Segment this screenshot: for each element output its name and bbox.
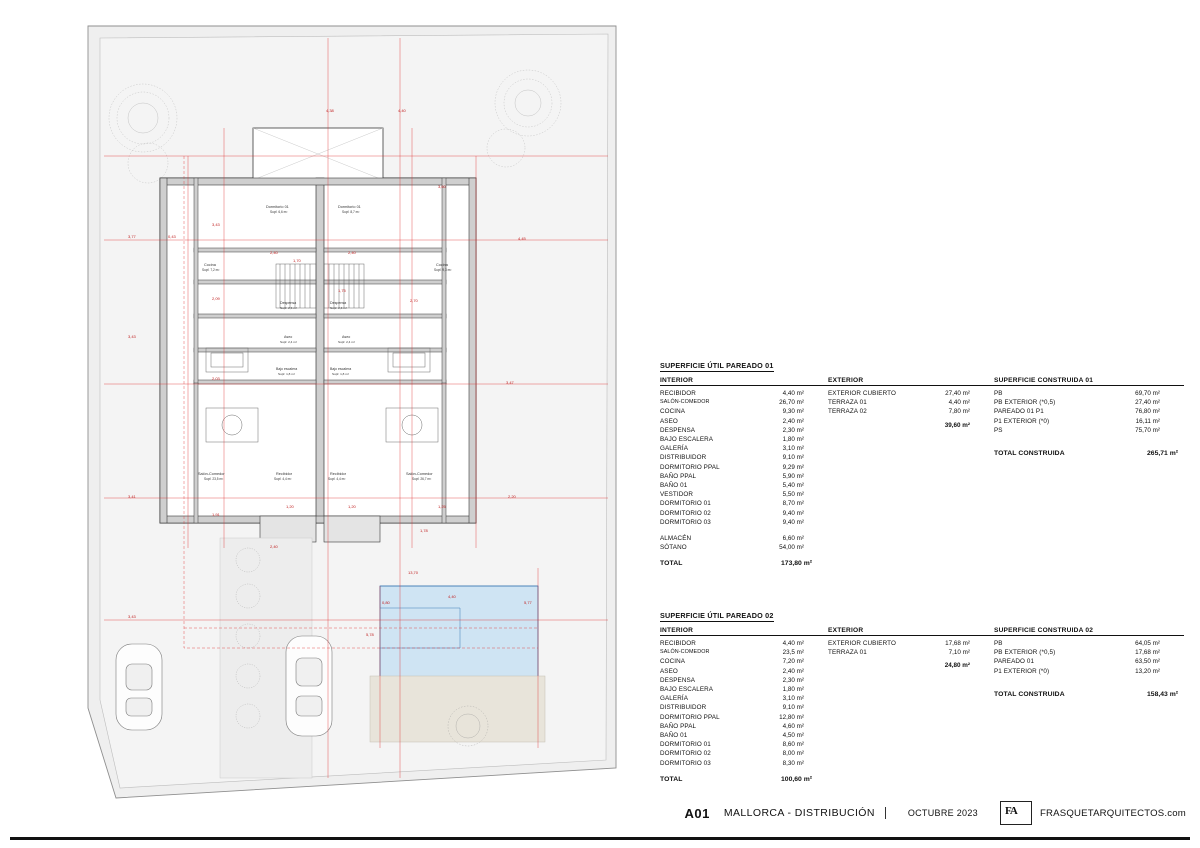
schedule-row: SALÓN-COMEDOR 23,5 m²	[660, 649, 804, 657]
bottom-rule	[10, 837, 1190, 840]
svg-text:Bajo escalera: Bajo escalera	[276, 367, 298, 371]
svg-text:Salón-Comedor: Salón-Comedor	[406, 472, 433, 476]
svg-text:Despensa: Despensa	[330, 301, 347, 305]
svg-text:Supf. 2,4 m²: Supf. 2,4 m²	[280, 340, 297, 344]
schedule-row: ASEO 2,40 m²	[660, 667, 804, 675]
svg-text:1,91: 1,91	[212, 512, 220, 517]
svg-text:Supf. 4,4 m²: Supf. 4,4 m²	[328, 477, 346, 481]
svg-text:5,78: 5,78	[366, 632, 374, 637]
schedule-row: EXTERIOR CUBIERTO 27,40 m²	[828, 390, 970, 397]
schedule-row: DESPENSA 2,30 m²	[660, 426, 804, 434]
sheet-drawing-name: MALLORCA - DISTRIBUCIÓN	[724, 807, 886, 819]
schedule-row: BAJO ESCALERA 1,80 m²	[660, 436, 804, 444]
sheet-date: OCTUBRE 2023	[907, 808, 978, 818]
schedule-row: DORMITORIO PPAL 9,29 m²	[660, 463, 804, 471]
schedule-row: DORMITORIO 02 9,40 m²	[660, 509, 804, 517]
svg-text:2,40: 2,40	[270, 544, 278, 549]
schedule-row: BAJO ESCALERA 1,80 m²	[660, 686, 804, 694]
svg-text:3,47: 3,47	[506, 380, 514, 385]
svg-text:4,38: 4,38	[326, 108, 334, 113]
svg-text:2,70: 2,70	[410, 298, 418, 303]
schedule-title-01: SUPERFICIE ÚTIL PAREADO 01	[660, 361, 774, 370]
schedule-02-interior	[660, 627, 828, 784]
swimming-pool	[380, 586, 538, 680]
schedule-row: PB EXTERIOR (*0,5) 17,68 m²	[994, 649, 1160, 657]
schedule-row: P1 EXTERIOR (*0) 13,20 m²	[994, 667, 1160, 675]
svg-text:Cocina: Cocina	[204, 263, 216, 267]
schedule-row: SÓTANO 54,00 m²	[660, 544, 804, 552]
schedule-row: TERRAZA 01 4,40 m²	[828, 399, 970, 407]
schedule-row: VESTIDOR 5,50 m²	[660, 491, 804, 499]
svg-text:3,41: 3,41	[128, 494, 136, 499]
svg-text:3,43: 3,43	[128, 334, 136, 339]
schedule-row: DORMITORIO 01 8,60 m²	[660, 741, 804, 749]
construida-header-01: SUPERFICIE CONSTRUIDA 01	[994, 377, 1184, 386]
schedule-title-02: SUPERFICIE ÚTIL PAREADO 02	[660, 611, 774, 620]
svg-text:Supf. 9,3 m²: Supf. 9,3 m²	[434, 268, 452, 272]
schedule-row: PAREADO 01 63,50 m²	[994, 658, 1160, 666]
schedule-row: SALÓN-COMEDOR 26,70 m²	[660, 399, 804, 407]
schedule-row: DORMITORIO 03 8,30 m²	[660, 759, 804, 767]
schedule-pareado-01	[660, 355, 1190, 569]
svg-text:1,20: 1,20	[348, 504, 356, 509]
schedule-01-exterior	[828, 377, 994, 569]
svg-text:2,20: 2,20	[508, 494, 516, 499]
schedule-total-interior-01: TOTAL 173,80 m²	[660, 560, 812, 568]
schedule-01-construida	[994, 377, 1184, 569]
studio-logo-icon	[1000, 801, 1032, 825]
schedule-row: DORMITORIO 01 8,70 m²	[660, 500, 804, 508]
schedule-row: TERRAZA 02 7,80 m²	[828, 408, 970, 416]
schedule-total-exterior-01: 39,60 m²	[944, 421, 970, 429]
svg-text:Dormitorio 01: Dormitorio 01	[266, 205, 289, 209]
title-block	[0, 796, 1200, 830]
schedule-row: DORMITORIO PPAL 12,80 m²	[660, 713, 804, 721]
schedule-pareado-02	[660, 605, 1190, 784]
svg-text:2,40: 2,40	[270, 250, 278, 255]
svg-text:1,20: 1,20	[286, 504, 294, 509]
svg-text:2,03: 2,03	[212, 376, 220, 381]
schedule-02-construida	[994, 627, 1184, 784]
interior-header-02: INTERIOR	[660, 627, 828, 636]
schedule-row: DISTRIBUIDOR 9,10 m²	[660, 454, 804, 462]
floor-plan-svg	[8, 8, 658, 808]
schedule-row: BAÑO 01 4,50 m²	[660, 732, 804, 740]
schedule-row: PB EXTERIOR (*0,5) 27,40 m²	[994, 399, 1160, 407]
svg-text:Supf. 8,7 m²: Supf. 8,7 m²	[342, 210, 360, 214]
schedule-row: BAÑO PPAL 5,90 m²	[660, 472, 804, 480]
area-schedules	[660, 10, 1190, 800]
svg-text:Despensa: Despensa	[280, 301, 297, 305]
schedule-row: RECIBIDOR 4,40 m²	[660, 390, 804, 397]
svg-text:0,43: 0,43	[168, 234, 176, 239]
schedule-row: PB 64,05 m²	[994, 640, 1160, 647]
sheet-code: A01	[684, 805, 710, 821]
svg-text:3,43: 3,43	[128, 614, 136, 619]
schedule-total-interior-02: TOTAL 100,60 m²	[660, 775, 812, 783]
schedule-total-construida-01: TOTAL CONSTRUIDA 265,71 m²	[994, 450, 1178, 458]
svg-text:Supf. 6,6 m²: Supf. 6,6 m²	[270, 210, 288, 214]
schedule-row: DISTRIBUIDOR 9,10 m²	[660, 704, 804, 712]
schedule-row: DORMITORIO 02 8,00 m²	[660, 750, 804, 758]
schedule-total-exterior-02: 24,80 m²	[944, 662, 970, 670]
schedule-row: GALERÍA 3,10 m²	[660, 695, 804, 703]
svg-text:2,09: 2,09	[212, 296, 220, 301]
svg-text:3,60: 3,60	[438, 184, 446, 189]
floor-plan-drawing	[8, 8, 658, 808]
schedule-total-construida-02: TOTAL CONSTRUIDA 158,43 m²	[994, 690, 1178, 698]
car-right	[286, 636, 332, 736]
exterior-header-02: EXTERIOR	[828, 627, 994, 636]
svg-text:0,80: 0,80	[382, 600, 390, 605]
interior-header-01: INTERIOR	[660, 377, 828, 386]
svg-text:Aseo: Aseo	[342, 335, 351, 339]
schedule-row: BAÑO PPAL 4,60 m²	[660, 722, 804, 730]
svg-text:Salón-Comedor: Salón-Comedor	[198, 472, 225, 476]
schedule-row: COCINA 9,30 m²	[660, 408, 804, 416]
schedule-row: GALERÍA 3,10 m²	[660, 445, 804, 453]
schedule-row: DESPENSA 2,30 m²	[660, 676, 804, 684]
svg-text:Aseo: Aseo	[284, 335, 293, 339]
schedule-row: P1 EXTERIOR (*0) 16,11 m²	[994, 417, 1160, 425]
car-left	[116, 644, 162, 730]
studio-website: FRASQUETARQUITECTOS.com	[1039, 807, 1186, 819]
svg-text:Supf. 1,8 m²: Supf. 1,8 m²	[332, 372, 349, 376]
svg-text:Cocina: Cocina	[436, 263, 448, 267]
svg-text:4,40: 4,40	[448, 594, 456, 599]
construida-header-02: SUPERFICIE CONSTRUIDA 02	[994, 627, 1184, 636]
schedule-01-interior	[660, 377, 828, 569]
svg-text:1,78: 1,78	[420, 528, 428, 533]
svg-text:Supf. 26,7 m²: Supf. 26,7 m²	[412, 477, 432, 481]
svg-text:5,77: 5,77	[524, 600, 532, 605]
svg-text:Supf. 4,4 m²: Supf. 4,4 m²	[274, 477, 292, 481]
svg-text:Recibidor: Recibidor	[330, 472, 347, 476]
svg-text:Bajo escalera: Bajo escalera	[330, 367, 352, 371]
schedule-row: ALMACÉN 6,60 m²	[660, 535, 804, 543]
svg-text:1,25: 1,25	[438, 504, 446, 509]
svg-text:3,43: 3,43	[212, 222, 220, 227]
svg-text:Supf. 2,4 m²: Supf. 2,4 m²	[338, 340, 355, 344]
svg-text:Recibidor: Recibidor	[276, 472, 293, 476]
svg-text:Supf. 23,5 m²: Supf. 23,5 m²	[204, 477, 224, 481]
svg-text:1,75: 1,75	[338, 288, 346, 293]
schedule-row: RECIBIDOR 4,40 m²	[660, 640, 804, 647]
svg-text:Supf. 7,2 m²: Supf. 7,2 m²	[202, 268, 220, 272]
svg-text:4,45: 4,45	[518, 236, 526, 241]
svg-text:3,77: 3,77	[128, 234, 136, 239]
schedule-row: PAREADO 01 P1 76,80 m²	[994, 408, 1160, 416]
schedule-row: DORMITORIO 03 9,40 m²	[660, 518, 804, 526]
schedule-row: EXTERIOR CUBIERTO 17,68 m²	[828, 640, 970, 647]
schedule-row: PB 69,70 m²	[994, 390, 1160, 397]
svg-text:1,70: 1,70	[293, 258, 301, 263]
schedule-row: PS 75,70 m²	[994, 426, 1160, 434]
studio-logo-text: FA	[1004, 805, 1017, 817]
svg-text:4,40: 4,40	[398, 108, 406, 113]
svg-text:Supf. 2,3 m²: Supf. 2,3 m²	[330, 306, 347, 310]
schedule-row: COCINA 7,20 m²	[660, 658, 804, 666]
svg-text:2,40: 2,40	[348, 250, 356, 255]
svg-text:Supf. 1,8 m²: Supf. 1,8 m²	[278, 372, 295, 376]
schedule-row: TERRAZA 01 7,10 m²	[828, 649, 970, 657]
svg-text:13,70: 13,70	[408, 570, 419, 575]
schedule-row: BAÑO 01 5,40 m²	[660, 482, 804, 490]
schedule-row: ASEO 2,40 m²	[660, 417, 804, 425]
exterior-header-01: EXTERIOR	[828, 377, 994, 386]
svg-text:Dormitorio 01: Dormitorio 01	[338, 205, 361, 209]
schedule-02-exterior	[828, 627, 994, 784]
svg-text:Supf. 2,3 m²: Supf. 2,3 m²	[280, 306, 297, 310]
